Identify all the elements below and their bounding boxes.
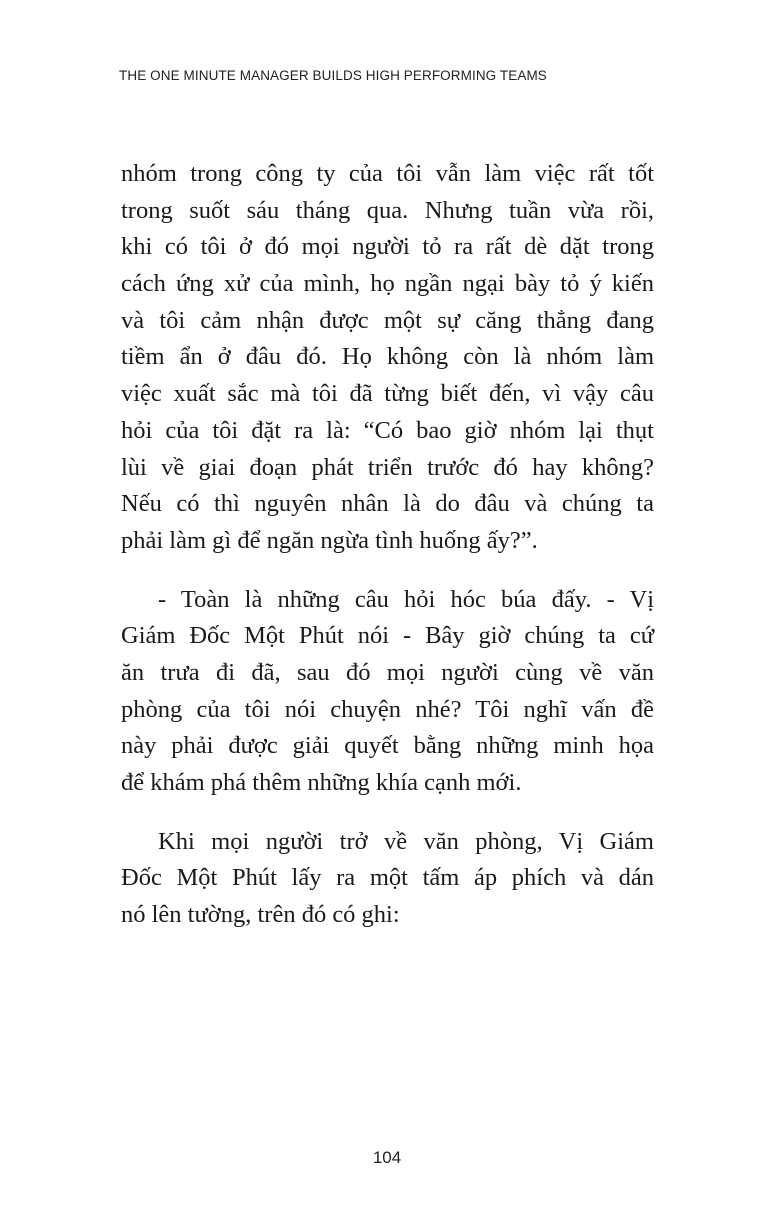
text-line: phải làm gì để ngăn ngừa tình huống ấy?”. [121,526,538,554]
text-line: Khi mọi người trở về văn phòng, Vị Giám [158,827,654,855]
text-line: nhóm trong công ty của tôi vẫn làm việc rất tốt [121,160,654,187]
text-line: Nếu có thì nguyên nhân là do đâu và chúng ta [121,490,654,518]
text-line: khi có tôi ở đó mọi người tỏ ra rất dè dặt trong [121,233,654,261]
paragraph-2 [121,582,654,802]
text-line: ăn trưa đi đã, sau đó mọi người cùng về văn [121,658,654,686]
paragraph-3 [121,824,654,934]
text-line: tiềm ẩn ở đâu đó. Họ không còn là nhóm làm [121,343,654,371]
page-number: 104 [372,1148,402,1167]
text-line: - Toàn là những câu hỏi hóc búa đấy. - Vị [158,585,654,613]
text-line: này phải được giải quyết bằng những minh họa [121,732,654,760]
text-line: cách ứng xử của mình, họ ngần ngại bày tỏ ý kiến [121,270,654,298]
text-line: phòng của tôi nói chuyện nhé? Tôi nghĩ vấn đề [121,695,654,723]
text-line: Giám Đốc Một Phút nói - Bây giờ chúng ta cứ [121,622,654,650]
text-line: Đốc Một Phút lấy ra một tấm áp phích và dán [121,864,654,892]
text-line: và tôi cảm nhận được một sự căng thẳng đang [121,306,654,334]
text-line: trong suốt sáu tháng qua. Nhưng tuần vừa rồi, [121,196,654,224]
paragraph-1 [121,156,654,560]
text-line: lùi về giai đoạn phát triển trước đó hay không? [121,453,654,481]
running-header: THE ONE MINUTE MANAGER BUILDS HIGH PERFORMING TEAMS [119,68,547,83]
text-line: để khám phá thêm những khía cạnh mới. [121,769,522,796]
body-text [121,156,654,956]
text-line: việc xuất sắc mà tôi đã từng biết đến, vì vậy câu [121,380,654,408]
text-line: hỏi của tôi đặt ra là: “Có bao giờ nhóm lại thụt [121,416,654,444]
text-line: nó lên tường, trên đó có ghi: [121,901,400,929]
